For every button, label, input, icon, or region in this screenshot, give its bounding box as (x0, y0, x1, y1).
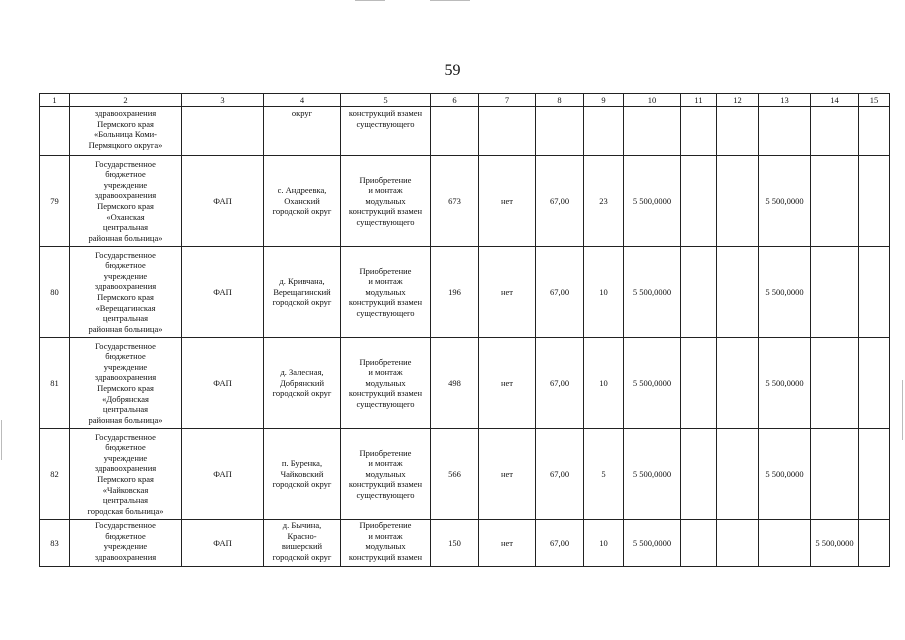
page-number: 59 (444, 62, 461, 79)
cell-organization: Государственное бюджетное учреждение здравоохранения Пермского края «Верещагинская центральная районная больница» (70, 247, 182, 338)
cell-location: округ (264, 107, 341, 156)
cell-availability: нет (479, 156, 536, 247)
cell-availability: нет (479, 338, 536, 429)
cell-col12 (717, 156, 759, 247)
cell-distance: 10 (584, 247, 624, 338)
cell-num: 82 (40, 429, 70, 520)
cell-organization: Государственное бюджетное учреждение здравоохранения Пермского края «Добрянская центральная районная больница» (70, 338, 182, 429)
cell-type: ФАП (182, 338, 264, 429)
cell-num: 80 (40, 247, 70, 338)
cell-col13: 5 500,0000 (759, 338, 811, 429)
cell-col11 (681, 520, 717, 567)
cell-population (431, 107, 479, 156)
cell-num: 81 (40, 338, 70, 429)
cell-total: 5 500,0000 (624, 429, 681, 520)
cell-total (624, 107, 681, 156)
table-row (40, 156, 890, 247)
cell-type: ФАП (182, 247, 264, 338)
cell-col12 (717, 107, 759, 156)
cell-type: ФАП (182, 520, 264, 567)
cell-organization: Государственное бюджетное учреждение здравоохранения (70, 520, 182, 567)
cell-distance: 5 (584, 429, 624, 520)
cell-col12 (717, 520, 759, 567)
table-row (40, 520, 890, 567)
header-cell: 10 (624, 94, 681, 107)
cell-col15 (859, 429, 890, 520)
cell-location: д. Кривчана, Верещагинский городской округ (264, 247, 341, 338)
cell-area: 67,00 (536, 429, 584, 520)
cell-distance: 10 (584, 338, 624, 429)
cell-col11 (681, 338, 717, 429)
cell-works: Приобретение и монтаж модульных конструкций взамен существующего (341, 156, 431, 247)
cell-col14: 5 500,0000 (811, 520, 859, 567)
cell-location: п. Буренка, Чайковский городской округ (264, 429, 341, 520)
header-cell: 6 (431, 94, 479, 107)
cell-distance: 23 (584, 156, 624, 247)
header-cell: 11 (681, 94, 717, 107)
cell-total: 5 500,0000 (624, 520, 681, 567)
cell-col13: 5 500,0000 (759, 247, 811, 338)
cell-col14 (811, 247, 859, 338)
cell-works: Приобретение и монтаж модульных конструкций взамен (341, 520, 431, 567)
header-cell: 2 (70, 94, 182, 107)
header-cell: 1 (40, 94, 70, 107)
cell-col12 (717, 429, 759, 520)
cell-location: д. Залесная, Добрянский городской округ (264, 338, 341, 429)
cell-distance (584, 107, 624, 156)
cell-availability (479, 107, 536, 156)
cell-col11 (681, 429, 717, 520)
cell-col15 (859, 247, 890, 338)
scan-artifact (430, 0, 470, 1)
cell-population: 566 (431, 429, 479, 520)
header-cell: 3 (182, 94, 264, 107)
cell-area: 67,00 (536, 520, 584, 567)
header-cell: 7 (479, 94, 536, 107)
cell-col13: 5 500,0000 (759, 156, 811, 247)
continuation-row (40, 107, 890, 156)
header-cell: 15 (859, 94, 890, 107)
cell-col14 (811, 429, 859, 520)
header-cell: 4 (264, 94, 341, 107)
cell-col14 (811, 107, 859, 156)
cell-col13: 5 500,0000 (759, 429, 811, 520)
cell-num: 79 (40, 156, 70, 247)
cell-works: конструкций взамен существующего (341, 107, 431, 156)
cell-col14 (811, 338, 859, 429)
cell-col11 (681, 156, 717, 247)
cell-population: 673 (431, 156, 479, 247)
cell-location: д. Бычина, Красно- вишерский городской округ (264, 520, 341, 567)
scan-artifact (902, 380, 903, 440)
cell-col13 (759, 520, 811, 567)
cell-organization: Государственное бюджетное учреждение здравоохранения Пермского края «Оханская центральная районная больница» (70, 156, 182, 247)
cell-col12 (717, 247, 759, 338)
cell-availability: нет (479, 429, 536, 520)
cell-organization: Государственное бюджетное учреждение здравоохранения Пермского края «Чайковская центральная городская больница» (70, 429, 182, 520)
scan-artifact (355, 0, 385, 1)
cell-population: 498 (431, 338, 479, 429)
cell-col15 (859, 156, 890, 247)
funding-table (39, 93, 890, 567)
scan-artifact (1, 420, 2, 460)
cell-col11 (681, 107, 717, 156)
cell-col15 (859, 520, 890, 567)
header-cell: 8 (536, 94, 584, 107)
cell-total: 5 500,0000 (624, 156, 681, 247)
cell-type: ФАП (182, 429, 264, 520)
cell-population: 196 (431, 247, 479, 338)
header-cell: 13 (759, 94, 811, 107)
header-cell: 12 (717, 94, 759, 107)
cell-type (182, 107, 264, 156)
cell-location: с. Андреевка, Оханский городской округ (264, 156, 341, 247)
cell-availability: нет (479, 247, 536, 338)
cell-col13 (759, 107, 811, 156)
table-row (40, 429, 890, 520)
table-row (40, 247, 890, 338)
header-cell: 14 (811, 94, 859, 107)
cell-works: Приобретение и монтаж модульных конструкций взамен существующего (341, 338, 431, 429)
cell-col15 (859, 107, 890, 156)
cell-col12 (717, 338, 759, 429)
cell-type: ФАП (182, 156, 264, 247)
cell-area (536, 107, 584, 156)
cell-area: 67,00 (536, 156, 584, 247)
cell-availability: нет (479, 520, 536, 567)
header-cell: 9 (584, 94, 624, 107)
cell-total: 5 500,0000 (624, 247, 681, 338)
cell-organization: здравоохранения Пермского края «Больница Коми- Пермяцкого округа» (70, 107, 182, 156)
cell-col11 (681, 247, 717, 338)
cell-distance: 10 (584, 520, 624, 567)
table-row (40, 338, 890, 429)
header-cell: 5 (341, 94, 431, 107)
cell-population: 150 (431, 520, 479, 567)
cell-col15 (859, 338, 890, 429)
cell-num (40, 107, 70, 156)
cell-area: 67,00 (536, 338, 584, 429)
cell-works: Приобретение и монтаж модульных конструкций взамен существующего (341, 247, 431, 338)
cell-works: Приобретение и монтаж модульных конструкций взамен существующего (341, 429, 431, 520)
cell-num: 83 (40, 520, 70, 567)
cell-area: 67,00 (536, 247, 584, 338)
cell-col14 (811, 156, 859, 247)
cell-total: 5 500,0000 (624, 338, 681, 429)
header-row (40, 94, 890, 107)
